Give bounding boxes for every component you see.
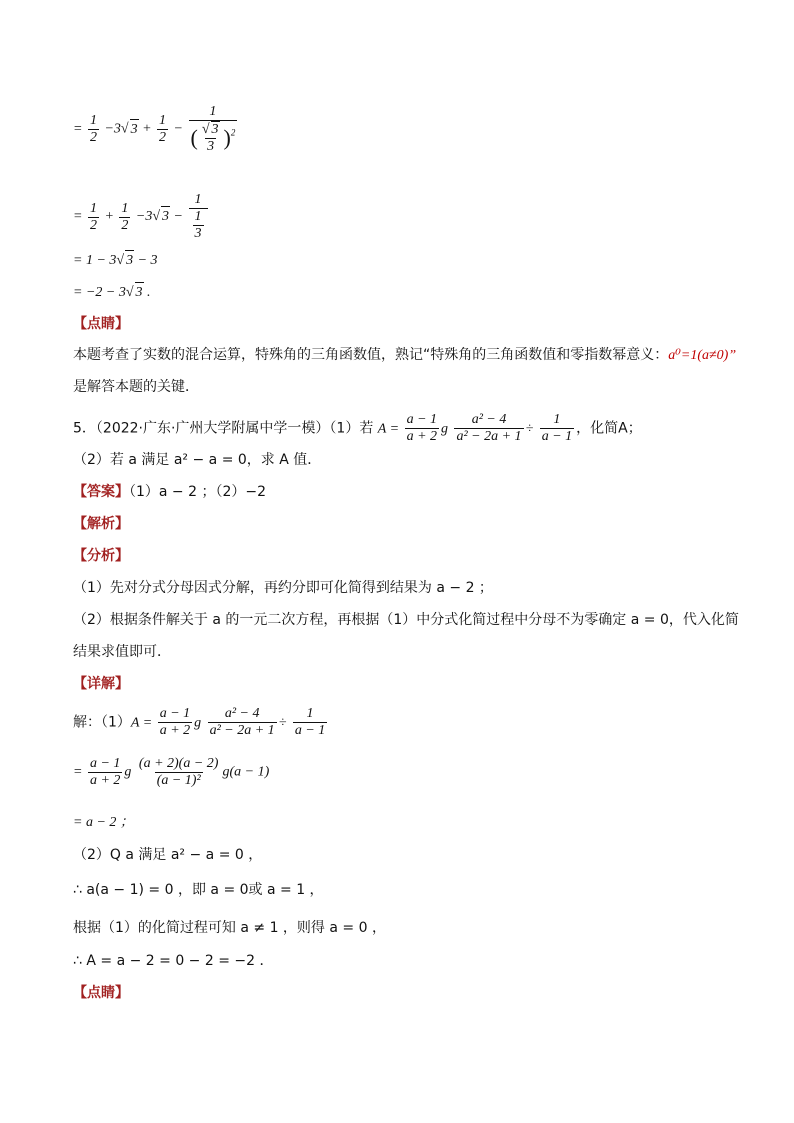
detail-line-4: （2）Q a 满足 a² − a = 0 ，: [73, 847, 263, 863]
inner-denominator: 3: [207, 139, 215, 154]
inner-numerator: 1: [194, 209, 202, 224]
problem-5-part-2: （2）若 a 满足 a² − a = 0，求 A 值．: [73, 452, 322, 468]
inner-fraction: [200, 121, 222, 155]
operator-glyph: g: [441, 421, 449, 437]
fraction: [293, 706, 327, 739]
term: −3: [135, 209, 153, 225]
answer-heading: 【答案】: [73, 484, 129, 500]
term: − 3: [134, 253, 158, 268]
term: = −2 − 3: [73, 285, 126, 300]
denominator: 2: [89, 130, 97, 145]
paren-close: ): [223, 125, 231, 150]
denominator: a + 2: [159, 723, 191, 738]
denominator: a + 2: [89, 773, 121, 788]
note-text-2: 是解答本题的关键．: [73, 379, 199, 395]
var-a: A: [377, 421, 387, 437]
calc-step-1: [73, 104, 239, 155]
denominator: (a − 1)²: [156, 773, 201, 788]
inner-denominator: 3: [194, 226, 202, 241]
answer-text: （1）a − 2 ；（2）−2: [129, 484, 267, 500]
problem-prefix: 5．（2022·广东·广州大学附属中学一模）（1）若: [73, 420, 378, 437]
denominator: a − 1: [294, 723, 326, 738]
numerator: 1: [121, 200, 129, 216]
analysis-heading: 【解析】: [73, 516, 129, 532]
denominator: a² − 2a + 1: [456, 429, 522, 444]
answer-line: [73, 482, 266, 502]
plus-sign: +: [142, 121, 152, 137]
numerator: a − 1: [159, 706, 191, 721]
note-heading-1: 【点睛】: [73, 316, 129, 332]
analysis-line-2: （2）根据条件解关于 a 的一元二次方程，再根据（1）中分式化简过程中分母不为零确定 a = 0，代入化简: [73, 612, 739, 628]
sqrt-symbol: √: [125, 285, 134, 300]
operator-glyph: g: [194, 715, 202, 731]
detail-line-1: [73, 706, 329, 739]
fraction: [119, 201, 130, 234]
numerator: 1: [194, 192, 202, 207]
paren-open: (: [190, 125, 198, 150]
fraction: [137, 756, 221, 789]
fraction: [189, 192, 208, 242]
numerator: 1: [89, 113, 97, 128]
calc-step-4: [73, 282, 151, 303]
solution-prefix: 解：（1）: [73, 714, 131, 731]
radicand: 3: [125, 250, 134, 271]
fraction: [157, 113, 168, 146]
denominator: [189, 120, 238, 155]
fraction: [88, 201, 99, 234]
calc-step-3: [73, 250, 158, 271]
fraction: [405, 412, 439, 445]
numerator: a − 1: [89, 756, 121, 771]
inner-fraction: [193, 209, 204, 242]
fraction: [88, 756, 122, 789]
analysis-line-3: 结果求值即可．: [73, 644, 171, 660]
detail-line-5: ∴ a(a − 1) = 0 ，即 a = 0或 a = 1 ，: [73, 882, 324, 898]
fraction: [540, 412, 574, 445]
detail-line-6: 根据（1）的化简过程可知 a ≠ 1 ，则得 a = 0 ，: [73, 920, 386, 936]
equals-sign: =: [73, 121, 83, 137]
note-body: 本题考查了实数的混合运算，特殊角的三角函数值，熟记“特殊角的三角函数值和零指数幂意义：: [73, 347, 669, 363]
numerator: 1: [159, 113, 167, 128]
plus-sign: +: [104, 209, 114, 225]
detail-line-7: ∴ A = a − 2 = 0 − 2 = −2 ．: [73, 953, 274, 969]
numerator: 1: [553, 412, 561, 427]
fraction: [158, 706, 192, 739]
operator-glyph: g: [124, 764, 132, 780]
minus-sign: −: [173, 121, 183, 137]
detail-line-3: = a − 2 ；: [73, 815, 134, 830]
term: −3: [104, 121, 121, 137]
radicand: 3: [211, 122, 219, 137]
note-formula: a⁰=1(a≠0)”: [668, 348, 737, 363]
minus-sign: −: [173, 209, 183, 225]
problem-suffix: ，化简A；: [576, 420, 642, 437]
sqrt-symbol: √: [152, 209, 161, 225]
fraction: [208, 706, 277, 739]
denominator: 2: [121, 217, 129, 233]
divide-sign: ÷: [525, 421, 534, 437]
numerator: a − 1: [406, 412, 438, 427]
term: .: [143, 285, 151, 300]
numerator: a² − 4: [471, 412, 507, 427]
note-heading-2: 【点睛】: [73, 985, 129, 1001]
equals-sign: =: [73, 764, 83, 780]
numerator: (a + 2)(a − 2): [138, 756, 219, 771]
inner-numerator: [200, 121, 222, 138]
sqrt-symbol: √: [116, 253, 125, 268]
divide-sign: ÷: [278, 715, 287, 731]
calc-step-2: [73, 192, 210, 242]
problem-5-stem: [73, 412, 642, 445]
sqrt-symbol: √: [120, 121, 129, 137]
term: = 1 − 3: [73, 253, 117, 268]
denominator: 2: [89, 217, 97, 233]
numerator: 1: [209, 104, 217, 119]
denominator: a − 1: [541, 429, 573, 444]
equals-sign: =: [73, 209, 83, 225]
numerator: a² − 4: [224, 706, 260, 721]
note-text-1: [73, 345, 736, 366]
detail-line-2: [73, 756, 269, 789]
numerator: 1: [306, 706, 314, 721]
detail-heading: 【详解】: [73, 676, 129, 692]
denominator: a² − 2a + 1: [209, 723, 275, 738]
equals-sign: =: [386, 421, 403, 437]
var-a: A: [130, 715, 140, 731]
denominator: 2: [159, 130, 167, 145]
exponent: 2: [230, 127, 236, 138]
analysis-sub-heading: 【分析】: [73, 548, 129, 564]
radicand: 3: [130, 119, 139, 140]
radicand: 3: [135, 282, 144, 303]
radicand: 3: [161, 206, 170, 227]
fraction: [454, 412, 523, 445]
denominator: a + 2: [406, 429, 438, 444]
numerator: 1: [89, 200, 97, 216]
fraction: [88, 113, 99, 146]
analysis-line-1: （1）先对分式分母因式分解，再约分即可化简得到结果为 a − 2 ；: [73, 580, 493, 596]
denominator: [189, 208, 208, 242]
equals-sign: =: [139, 715, 156, 731]
fraction: [189, 104, 238, 155]
sqrt-symbol: √: [201, 122, 210, 137]
term: g(a − 1): [222, 764, 270, 780]
